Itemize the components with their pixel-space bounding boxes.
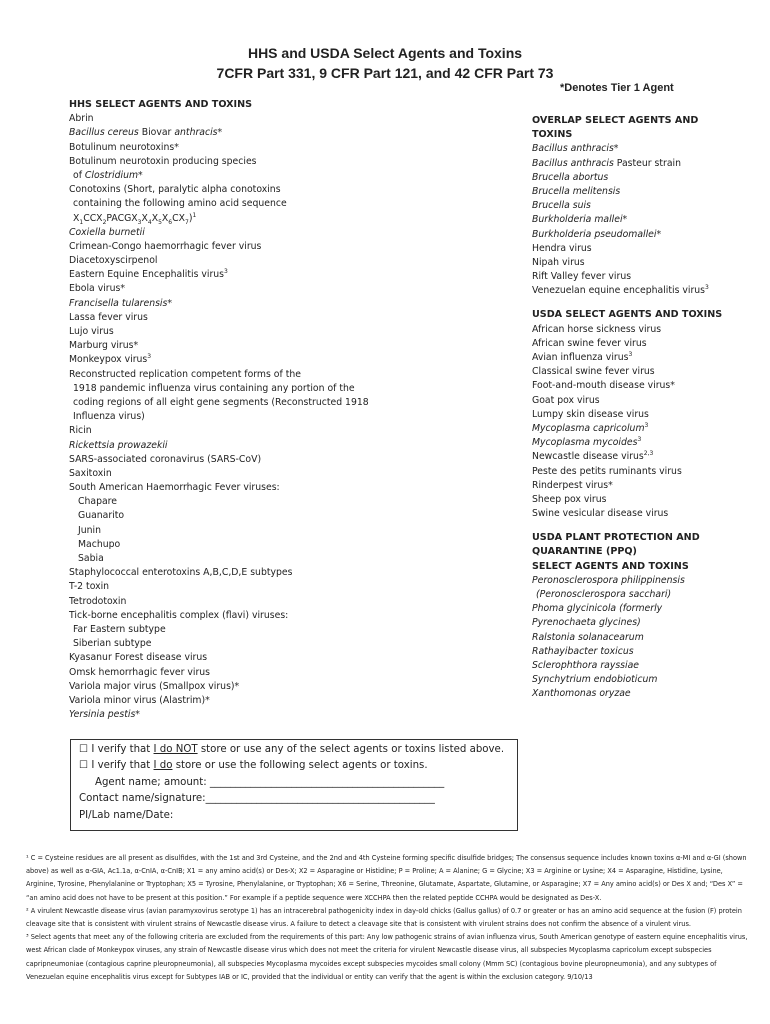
ppq-list <box>532 574 752 702</box>
hhs-agent-item: Junin <box>78 524 102 536</box>
overlap-agent-item: Burkholderia pseudomallei* <box>532 228 662 240</box>
usda-agent-item: African horse sickness virus <box>532 323 662 335</box>
verify-not-text: store or use any of the select agents or toxins listed above. <box>197 744 505 755</box>
hhs-agent-item: Chapare <box>78 496 118 508</box>
overlap-agent-item: Bacillus anthracis Pasteur strain <box>532 157 682 169</box>
hhs-agent-item: Staphylococcal enterotoxins A,B,C,D,E subtypes <box>69 567 293 579</box>
overlap-agent-item: Brucella melitensis <box>532 185 621 197</box>
footnotes <box>26 852 748 984</box>
hhs-agent-item: Ebola virus* <box>69 283 125 295</box>
ppq-agent-item: Phoma glycinicola (formerly <box>532 603 663 615</box>
overlap-agent-item: Rift Valley fever virus <box>532 271 632 283</box>
hhs-agent-item: Lujo virus <box>69 326 114 337</box>
usda-agent-item: Foot-and-mouth disease virus* <box>532 380 675 392</box>
hhs-agent-item: Francisella tularensis* <box>69 297 173 309</box>
ppq-agent-item: Sclerophthora rayssiae <box>532 659 640 671</box>
document-subtitle: 7CFR Part 331, 9 CFR Part 121, and 42 CFR Part 73 <box>216 65 554 81</box>
ppq-agent-item: Rathayibacter toxicus <box>532 645 634 657</box>
right-column <box>532 114 752 702</box>
hhs-agent-item: Ricin <box>69 425 92 437</box>
footnote-2: ² A virulent Newcastle disease virus (avian paramyxovirus serotype 1) has an intracerebral pathogenicity index in day-old chicks (Gallus gallus) of 0.7 or greater or has an amino acid sequence at the fusion (F) protein cleavage site that is consistent with virulent strains of Newcastle disease virus. A failure to detect a cleavage site that is consistent with virulent strains does not confirm the absence of a virulent virus. <box>26 906 742 929</box>
hhs-agent-item: Lassa fever virus <box>69 311 148 323</box>
document-title: HHS and USDA Select Agents and Toxins <box>247 45 523 61</box>
usda-agent-item: Lumpy skin disease virus <box>532 408 649 420</box>
verify-not-option[interactable] <box>79 742 509 758</box>
hhs-agent-item: of Clostridium* <box>73 169 143 181</box>
hhs-agent-item: Rickettsia prowazekii <box>69 439 168 451</box>
usda-agent-item: Newcastle disease virus$^{2,3}$ <box>532 450 654 463</box>
hhs-agent-item: Saxitoxin <box>69 467 112 479</box>
verify-not-emphasis: I do NOT <box>153 744 198 755</box>
hhs-agent-item: containing the following amino acid sequence <box>73 198 287 210</box>
ppq-agent-item: (Peronosclerospora sacchari) <box>536 589 672 600</box>
overlap-heading-2: TOXINS <box>532 129 573 141</box>
hhs-agent-item: Monkeypox virus$^3$ <box>69 353 152 366</box>
hhs-agent-item: Variola minor virus (Alastrim)* <box>69 694 210 706</box>
usda-agent-item: Avian influenza virus$^3$ <box>532 350 633 363</box>
hhs-agent-item: Abrin <box>69 113 94 125</box>
hhs-agent-item: Diacetoxyscirpenol <box>69 255 158 267</box>
overlap-agent-item: Burkholderia mallei* <box>532 214 628 226</box>
hhs-agent-item: coding regions of all eight gene segments (Reconstructed 1918 <box>73 396 369 408</box>
hhs-agent-item: Reconstructed replication competent forms of the <box>69 368 301 380</box>
agent-name-amount-field[interactable]: Agent name; amount: ______________________________________________ <box>95 776 445 788</box>
hhs-agent-item: Kyasanur Forest disease virus <box>69 652 208 664</box>
usda-agent-item: Classical swine fever virus <box>532 366 655 378</box>
ppq-agent-item: Xanthomonas oryzae <box>532 688 631 700</box>
hhs-agent-item: Guanarito <box>78 510 125 522</box>
hhs-agent-item: Crimean-Congo haemorrhagic fever virus <box>69 240 262 252</box>
overlap-list <box>532 142 752 298</box>
hhs-agent-item: Tetrodotoxin <box>69 595 127 607</box>
verification-box <box>70 739 518 831</box>
overlap-agent-item: Venezuelan equine encephalitis virus$^3$ <box>532 284 709 297</box>
ppq-agent-item: Peronosclerospora philippinensis <box>532 574 685 586</box>
overlap-agent-item: Nipah virus <box>532 256 585 268</box>
verify-do-text: store or use the following select agents or toxins. <box>172 760 428 772</box>
verify-not-checkbox[interactable]: ☐ I verify that <box>79 744 154 755</box>
hhs-agent-item: Yersinia pestis* <box>69 709 140 721</box>
hhs-agent-item: Bacillus cereus Biovar anthracis* <box>69 127 223 139</box>
ppq-agent-item: Pyrenochaeta glycines) <box>532 617 641 629</box>
hhs-column <box>69 98 489 722</box>
usda-list <box>532 323 752 522</box>
hhs-agent-item: South American Haemorrhagic Fever viruses: <box>69 482 280 494</box>
hhs-agent-item: Siberian subtype <box>73 638 152 650</box>
ppq-agent-item: Ralstonia solanacearum <box>532 631 644 643</box>
hhs-agent-item: Marburg virus* <box>69 340 139 352</box>
ppq-heading-3: SELECT AGENTS AND TOXINS <box>532 560 689 572</box>
ppq-heading-2: QUARANTINE (PPQ) <box>532 546 637 558</box>
ppq-agent-item: Synchytrium endobioticum <box>532 674 658 686</box>
overlap-agent-item: Brucella suis <box>532 200 591 212</box>
verify-do-checkbox[interactable]: ☐ I verify that <box>79 760 154 772</box>
usda-agent-item: African swine fever virus <box>532 337 647 349</box>
footnote-3: ³ Select agents that meet any of the following criteria are excluded from the requirements of this part: Any low pathogenic strains of avian influenza virus, South American genotype of eastern equine encephalitis virus, west African clade of Monkeypox viruses, any strain of Newcastle disease virus which does not meet the criteria for virulent Newcastle disease virus, all subspecies Mycoplasma capricolum except subspecies capripneumoniae (contagious caprine pleuropneumonia), all subspecies Mycoplasma mycoides except subspecies mycoides small colony (Mmm SC) (contagious bovine pleuropneumonia), and any subtypes of Venezuelan equine encephalitis virus except for Subtypes IAB or IC, provided that the individual or entity can verify that the agent is within the exclusion category. 9/10/13 <box>26 933 748 981</box>
hhs-heading: HHS SELECT AGENTS AND TOXINS <box>69 99 253 110</box>
hhs-agent-item: Sabia <box>78 553 104 564</box>
hhs-agent-item: Coxiella burnetii <box>69 226 145 238</box>
hhs-agent-item: SARS-associated coronavirus (SARS-CoV) <box>69 453 262 465</box>
hhs-agent-item: Influenza virus) <box>73 411 145 423</box>
overlap-agent-item: Brucella abortus <box>532 171 609 183</box>
hhs-agent-item: $X_1CCX_2PACGX_3X_4X_5X_6CX_7)^1$ <box>73 211 197 226</box>
usda-agent-item: Rinderpest virus* <box>532 479 613 491</box>
hhs-agent-item: Far Eastern subtype <box>73 623 166 635</box>
usda-agent-item: Peste des petits ruminants virus <box>532 465 682 477</box>
hhs-list <box>69 112 489 722</box>
pi-lab-date-field[interactable]: PI/Lab name/Date: <box>79 809 174 821</box>
ppq-heading: USDA PLANT PROTECTION AND <box>532 532 700 544</box>
hhs-agent-item: Variola major virus (Smallpox virus)* <box>69 680 240 692</box>
usda-agent-item: Swine vesicular disease virus <box>532 508 669 520</box>
hhs-agent-item: Tick-borne encephalitis complex (flavi) viruses: <box>69 609 289 621</box>
verify-do-option[interactable] <box>79 758 509 774</box>
verify-do-emphasis: I do <box>153 760 173 772</box>
hhs-agent-item: 1918 pandemic influenza virus containing any portion of the <box>73 382 355 394</box>
hhs-agent-item: Botulinum neurotoxin producing species <box>69 155 257 167</box>
hhs-agent-item: Botulinum neurotoxins* <box>69 141 179 153</box>
overlap-agent-item: Bacillus anthracis* <box>532 143 619 155</box>
usda-agent-item: Goat pox virus <box>532 394 600 406</box>
usda-agent-item: Mycoplasma mycoides$^3$ <box>532 436 642 449</box>
hhs-agent-item: Conotoxins (Short, paralytic alpha conotoxins <box>69 184 281 196</box>
footnote-1: ¹ C = Cysteine residues are all present as disulfides, with the 1st and 3rd Cysteine, and the 2nd and 4th Cysteine forming specific disulfide bridges; The consensus sequence includes known toxins α-MI and α-GI (shown above) as well as α-GIA, Ac1.1a, α-CnIA, α-CnIB; X1 = any amino acid(s) or Des-X; X2 = Asparagine or Histidine; P = Proline; A = Alanine; G = Glycine; X3 = Arginine or Lysine; X4 = Asparagine, Histidine, Lysine, Arginine, Tyrosine, Phenylalanine or Tryptophan; X5 = Tyrosine, Phenylalanine, or Tryptophan; X6 = Serine, Threonine, Glutamate, Aspartate, Glutamine, or Asparagine; X7 = Any amino acid(s) or Des X and; “Des X” = “an amino acid does not have to be present at this position.” For example if a peptide sequence were XCCHPA then the related peptide CCHPA would be designated as Des-X. <box>26 854 747 902</box>
overlap-agent-item: Hendra virus <box>532 242 592 254</box>
hhs-agent-item: Machupo <box>78 538 121 550</box>
hhs-agent-item: Omsk hemorrhagic fever virus <box>69 666 211 678</box>
usda-agent-item: Sheep pox virus <box>532 493 607 505</box>
usda-agent-item: Mycoplasma capricolum$^3$ <box>532 421 649 434</box>
hhs-agent-item: Eastern Equine Encephalitis virus$^3$ <box>69 268 228 281</box>
usda-heading: USDA SELECT AGENTS AND TOXINS <box>532 309 723 321</box>
hhs-agent-item: T-2 toxin <box>69 581 110 593</box>
tier-note: *Denotes Tier 1 Agent <box>560 82 674 94</box>
overlap-heading: OVERLAP SELECT AGENTS AND <box>532 115 699 126</box>
contact-signature-field[interactable]: Contact name/signature:_____________________________________________ <box>79 793 435 805</box>
